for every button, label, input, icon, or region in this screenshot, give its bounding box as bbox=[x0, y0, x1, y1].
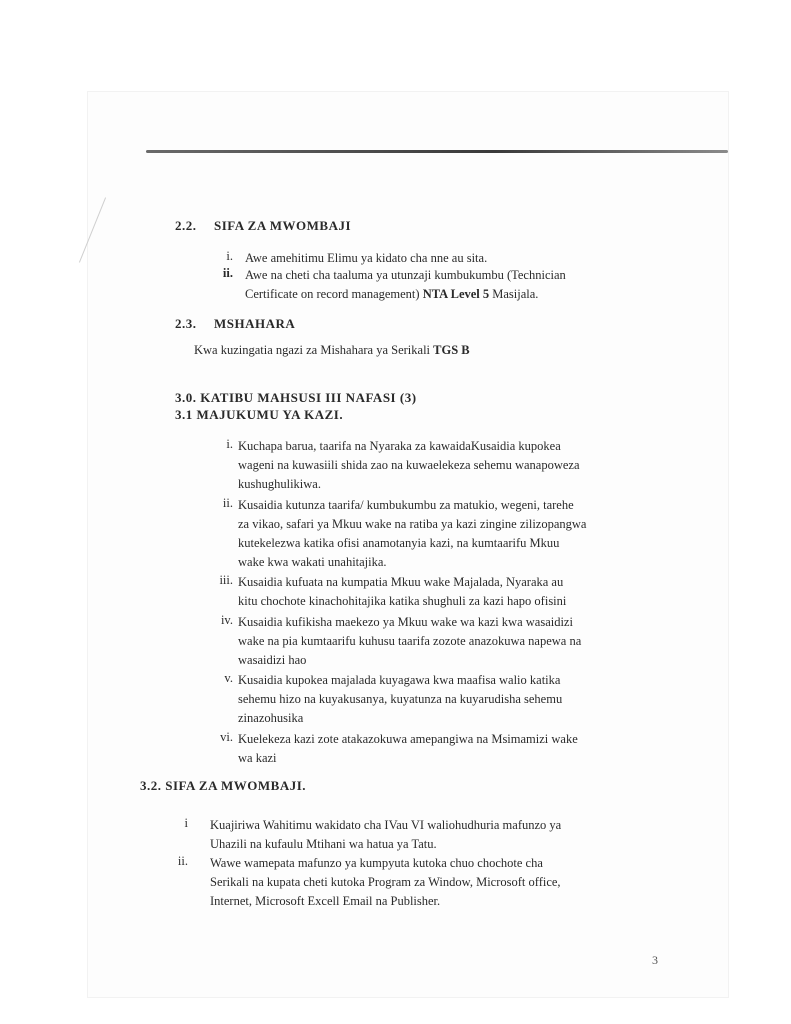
item-text-line2 bbox=[245, 285, 538, 304]
item-line: kushughulikiwa. bbox=[238, 477, 321, 491]
item-line: zinazohusika bbox=[238, 711, 304, 725]
section-2-3-number: 2.3. bbox=[175, 316, 197, 331]
item-line: Uhazili na kufaulu Mtihani wa hatua ya Tatu. bbox=[210, 837, 437, 851]
salary-text bbox=[194, 341, 470, 360]
item-number: ii. bbox=[177, 854, 188, 868]
item-line: wake kwa wakati unahitajika. bbox=[238, 555, 387, 569]
item-line: Wawe wamepata mafunzo ya kumpyuta kutoka chuo chochote cha bbox=[210, 856, 543, 870]
item-line: wa kazi bbox=[238, 751, 277, 765]
item-number: i bbox=[184, 816, 188, 830]
section-2-2-title: SIFA ZA MWOMBAJI bbox=[214, 218, 352, 233]
item-number: i. bbox=[226, 249, 233, 263]
section-2-2-number: 2.2. bbox=[175, 218, 197, 233]
item-number: i. bbox=[226, 437, 233, 451]
item-line: wageni na kuwasiili shida zao na kuwaelekeza sehemu wanapoweza bbox=[238, 458, 580, 472]
item-line: Kuchapa barua, taarifa na Nyaraka za kawaidaKusaidia kupokea bbox=[238, 439, 561, 453]
item-number: iv. bbox=[220, 613, 233, 627]
item-text: Awe amehitimu Elimu ya kidato cha nne au sita. bbox=[245, 251, 488, 265]
item-number: ii. bbox=[222, 496, 233, 510]
item-line: Kusaidia kupokea majalada kuyagawa kwa maafisa walio katika bbox=[238, 673, 561, 687]
item-line: Serikali na kupata cheti kutoka Program za Window, Microsoft office, bbox=[210, 875, 561, 889]
item-line: wasaidizi hao bbox=[238, 653, 307, 667]
item-text: Awe na cheti cha taaluma ya utunzaji kumbukumbu (Technician bbox=[245, 268, 566, 282]
item-line: wake na pia kumtaarifu kuhusu taarifa zozote anazokuwa napewa na bbox=[238, 634, 582, 648]
list-item bbox=[210, 854, 561, 911]
list-item bbox=[238, 437, 580, 494]
section-3-2-title: 3.2. SIFA ZA MWOMBAJI. bbox=[140, 778, 307, 793]
item-text-bold: NTA Level 5 bbox=[422, 287, 490, 301]
list-item bbox=[238, 496, 586, 572]
list-item bbox=[238, 573, 566, 611]
salary-grade: TGS B bbox=[433, 343, 470, 357]
section-3-1-title: 3.1 MAJUKUMU YA KAZI. bbox=[175, 407, 344, 422]
list-item bbox=[238, 613, 581, 670]
item-line: Kuajiriwa Wahitimu wakidato cha IVau VI waliohudhuria mafunzo ya bbox=[210, 818, 562, 832]
list-item bbox=[238, 730, 578, 768]
section-2-3-title: MSHAHARA bbox=[214, 316, 296, 331]
item-text: Certificate on record management) bbox=[245, 287, 420, 301]
item-text: Masijala. bbox=[492, 287, 539, 301]
section-3-0-title: 3.0. KATIBU MAHSUSI III NAFASI (3) bbox=[175, 390, 417, 405]
item-line: za vikao, safari ya Mkuu wake na ratiba ya kazi zingine zilizopangwa bbox=[238, 517, 587, 531]
page-number: 3 bbox=[652, 953, 658, 967]
item-line: Kusaidia kufuata na kumpatia Mkuu wake Majalada, Nyaraka au bbox=[238, 575, 564, 589]
list-item bbox=[210, 816, 561, 854]
item-line: Internet, Microsoft Excell Email na Publisher. bbox=[210, 894, 441, 908]
item-line: Kusaidia kutunza taarifa/ kumbukumbu za matukio, wegeni, tarehe bbox=[238, 498, 574, 512]
item-number: ii. bbox=[222, 266, 233, 280]
item-line: kitu chochote kinachohitajika katika shughuli za kazi hapo ofisini bbox=[238, 594, 567, 608]
item-number: iii. bbox=[219, 573, 233, 587]
item-line: Kusaidia kufikisha maekezo ya Mkuu wake wa kazi kwa wasaidizi bbox=[238, 615, 573, 629]
list-item bbox=[238, 671, 562, 728]
item-line: sehemu hizo na kuyakusanya, kuyatunza na kuyarudisha sehemu bbox=[238, 692, 563, 706]
item-number: v. bbox=[224, 671, 233, 685]
item-number: vi. bbox=[220, 730, 233, 744]
item-line: kutekelezwa katika ofisi anamotanyia kazi, na kumtaarifu Mkuu bbox=[238, 536, 560, 550]
salary-label: Kwa kuzingatia ngazi za Mishahara ya Serikali bbox=[194, 343, 431, 357]
header-rule bbox=[146, 150, 728, 153]
item-line: Kuelekeza kazi zote atakazokuwa amepangiwa na Msimamizi wake bbox=[238, 732, 578, 746]
